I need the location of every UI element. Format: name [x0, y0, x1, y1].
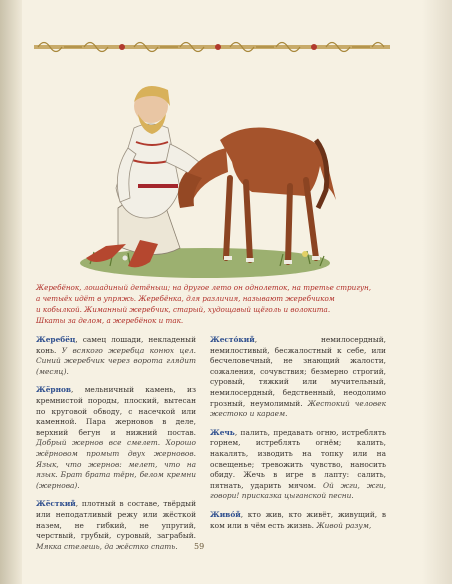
entry-headword: Жесто́кий — [210, 335, 255, 344]
entry-example: Добрый жернов все смелет. Хорошо жёрновом промыт двух жерновов. Язык, что жернов: мелет, что на язык. Брат брата тёрн, белом кремни (жернова). — [36, 438, 196, 490]
entry-headword: Жёсткий — [36, 499, 76, 509]
entry-definition: , плотный в составе, твёрдый или неподатливый режу или жёсткой назем, не гибкий, не упругий, черствый, грубый, суровый, заграбый. — [36, 499, 196, 541]
illustration-caption — [36, 282, 388, 326]
dictionary-entry-zhernov — [36, 385, 196, 491]
page-edge-shadow — [422, 0, 452, 584]
entry-definition: , кто жив, кто живёт, живущий, в ком или в чём есть жизнь. — [210, 509, 386, 530]
caption-line: а четыёх идёт в упряжь. Жеребёнка, для различия, называют жеребчиком — [36, 294, 335, 303]
page-number: 59 — [194, 542, 205, 551]
book-spine-shadow — [0, 0, 22, 584]
dictionary-entry-zhestokiy — [210, 335, 386, 420]
caption-line: Жеребёнок, лошадиный детёныш; на другое лето он однолеток, на третье стригун, — [36, 283, 372, 292]
entry-definition: , самец лошади, некладеный конь. — [36, 335, 196, 355]
entry-definition: , мельничный камень, из кремнистой породы, плоский, вытесан по круговой обводу, с насечкой или каменной. Пара жерновов в деле, верхний бегун и нижний постав. — [36, 385, 196, 437]
entry-definition: , палить, предавать огню, истреблять горнем, истреблять огнём; калить, накалять, изводить на топку или на освещенье; тревожить чувство, наносить обиду. Жечь в игре в лапту: салить, пятнать, ударить мячом. — [210, 427, 386, 490]
entry-example: Жестокий человек жестоко и караем. — [210, 398, 386, 419]
entry-example: Ой жги, жги, говори! присказка цыганской песни. — [210, 480, 386, 501]
dictionary-entry-zhestkiy — [36, 499, 196, 552]
illustration-man-with-foal — [70, 68, 340, 280]
caption-line: Шкаты за делом, а жеребёнок и так. — [36, 316, 184, 325]
entry-headword: Жечь — [210, 427, 235, 437]
entry-headword: Жеребёц — [36, 335, 76, 344]
entry-headword: Живо́й — [210, 509, 241, 519]
dictionary-entry-zhech — [210, 428, 386, 502]
caption-line: и кобылкой. Жиманный жеребчик, старый, худощавый щёголь и волокита. — [36, 305, 331, 314]
dictionary-entry-zhivoy — [210, 510, 386, 531]
right-column — [210, 335, 386, 539]
entry-example: У всякого жеребца конюх цел. Синий жеребчик через ворота глядит (месяц). — [36, 345, 196, 376]
entry-definition: , немилосердный, немилостивый, бесжалостный к себе, или бесчеловечный, не знающий жалости, сожаления, сочувствия; безмерно строгий, суровый, тяжкий или мучительный, немилосердный, бедственный, неодолимо грозный, неумолимый. — [210, 335, 386, 408]
entry-headword: Жёрнов — [36, 385, 72, 395]
dictionary-entry-zherebets — [36, 335, 196, 377]
entry-example: Мякка стелешь, да жёстко спать. — [36, 541, 178, 551]
entry-example: Живой разум, — [316, 520, 372, 530]
ornamental-border — [34, 36, 390, 58]
left-column — [36, 335, 196, 560]
